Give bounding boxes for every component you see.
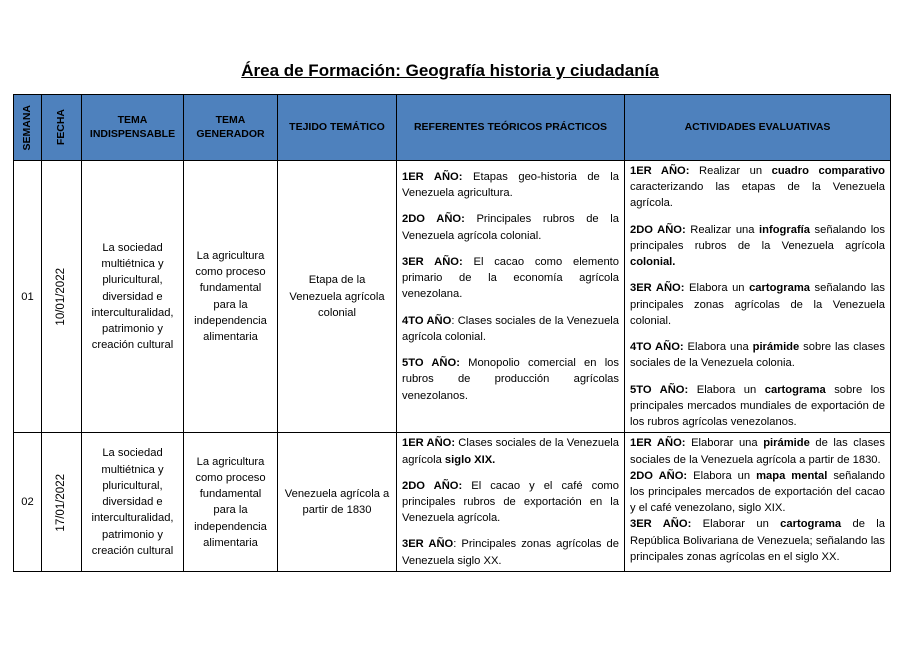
referentes-cell: [397, 433, 625, 572]
list-item: 3ER AÑO: Elabora un cartograma señalando las principales zonas agrícolas de la Venezuela colonial.: [630, 282, 885, 327]
fecha-cell: 17/01/2022: [42, 433, 82, 572]
list-item: 1ER AÑO: Realizar un cuadro comparativo caracterizando las etapas de la Venezuela agrícola.: [630, 165, 885, 210]
fecha-cell: 10/01/2022: [42, 161, 82, 433]
tema-generador-cell: La agricultura como proceso fundamental para la independencia alimentaria: [184, 161, 278, 433]
list-item: 5TO AÑO: Monopolio comercial en los rubros de producción agrícolas venezolanos.: [402, 357, 619, 402]
actividades-cell: [625, 433, 891, 572]
tema-generador-cell: La agricultura como proceso fundamental para la independencia alimentaria: [184, 433, 278, 572]
list-item: 1ER AÑO: Elaborar una pirámide de las clases sociales de la Venezuela agrícola a partir de 1830.: [630, 437, 886, 466]
table-row: [14, 433, 891, 572]
page-title: Área de Formación: Geografía historia y ciudadanía: [241, 61, 659, 80]
header-tema-generador: TEMA GENERADOR: [184, 95, 278, 161]
list-item: 1ER AÑO: Etapas geo-historia de la Venezuela agricultura.: [402, 171, 620, 200]
planning-table: [13, 94, 891, 572]
semana-cell: 01: [14, 161, 42, 433]
list-item: 3ER AÑO: El cacao como elemento primario de la economía agrícola venezolana.: [402, 255, 619, 301]
table-row: [14, 161, 891, 433]
list-item: 5TO AÑO: Elabora un cartograma sobre los principales mercados mundiales de exportación de los rubros agrícolas venezolanos.: [630, 383, 885, 429]
list-item: 3ER AÑO: Elaborar un cartograma de la República Bolivariana de Venezuela; señalando las principales zonas agrícolas en el siglo XX.: [630, 518, 886, 563]
list-item: 2DO AÑO: El cacao y el café como principales rubros de exportación en la Venezuela agrícola.: [402, 479, 619, 525]
header-actividades: ACTIVIDADES EVALUATIVAS: [625, 95, 891, 161]
list-item: 3ER AÑO: Principales zonas agrícolas de Venezuela siglo XX.: [402, 538, 619, 567]
header-tejido-tematico: TEJIDO TEMÁTICO: [278, 95, 397, 161]
header-fecha: FECHA: [42, 95, 82, 161]
tejido-cell: Etapa de la Venezuela agrícola colonial: [278, 161, 397, 433]
list-item: 2DO AÑO: Elabora un mapa mental señalando los principales mercados de exportación del cacao y el café venezolano, siglo XIX.: [630, 469, 885, 515]
referentes-cell: [397, 161, 625, 433]
list-item: 2DO AÑO: Realizar una infografía señalando los principales rubros de la Venezuela agrícola colonial.: [630, 223, 885, 269]
header-row: [14, 95, 891, 161]
tema-indispensable-cell: La sociedad multiétnica y pluricultural, diversidad e interculturalidad, patrimonio y creación cultural: [82, 433, 184, 572]
tema-indispensable-cell: La sociedad multiétnica y pluricultural, diversidad e interculturalidad, patrimonio y creación cultural: [82, 161, 184, 433]
list-item: 2DO AÑO: Principales rubros de la Venezuela agrícola colonial.: [402, 213, 619, 242]
list-item: 1ER AÑO: Clases sociales de la Venezuela agrícola siglo XIX.: [402, 437, 619, 466]
tejido-cell: Venezuela agrícola a partir de 1830: [278, 433, 397, 572]
semana-cell: 02: [14, 433, 42, 572]
header-semana: SEMANA: [14, 95, 42, 161]
header-referentes: REFERENTES TEÓRICOS PRÁCTICOS: [397, 95, 625, 161]
actividades-cell: [625, 161, 891, 433]
header-tema-indispensable: TEMA INDISPENSABLE: [82, 95, 184, 161]
list-item: 4TO AÑO: Elabora una pirámide sobre las clases sociales de la Venezuela colonia.: [630, 341, 885, 370]
list-item: 4TO AÑO: Clases sociales de la Venezuela agrícola colonial.: [402, 314, 619, 343]
